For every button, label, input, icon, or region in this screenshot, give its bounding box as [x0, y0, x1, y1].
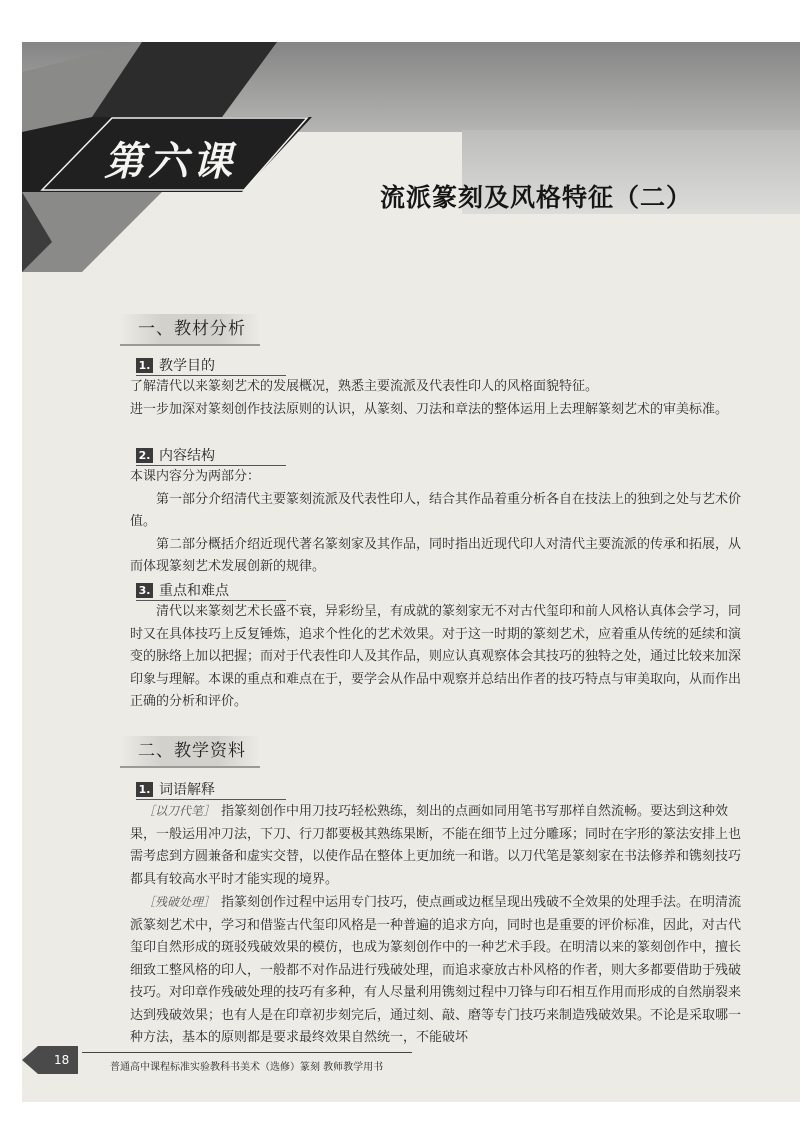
term-text: 指篆刻创作中用刀技巧轻松熟练，刻出的点画如同用笔书写那样自然流畅。要达到这种效果，一般运用冲刀法，下刀、行刀都要极其熟练果断，不能在细节上过分雕琢；同时在字形的篆法安排上也需考虑到方圆兼备和虚实交替，以使作品在整体上更加统一和谐。以刀代笔是篆刻家在书法修养和镌刻技巧都具有较高水平时才能实现的境界。 — [130, 804, 742, 887]
page-number-arrow — [22, 1044, 78, 1076]
term-paragraph — [130, 891, 748, 1050]
subsection-title: 词语解释 — [159, 782, 215, 798]
paragraph-line: 第一部分介绍清代主要篆刻流派及代表性印人，结合其作品着重分析各自在技法上的独到之处与艺术价值。 — [130, 491, 742, 529]
subsection-terms — [136, 779, 286, 800]
paragraph — [130, 466, 748, 579]
number-badge: 1. — [136, 358, 153, 373]
subsection-structure — [136, 445, 286, 466]
paragraph-line: 进一步加深对篆刻创作技法原则的认识，从篆刻、刀法和章法的整体运用上去理解篆刻艺术的审美标准。 — [130, 401, 729, 417]
paragraph-line: 清代以来篆刻艺术长盛不衰，异彩纷呈，有成就的篆刻家无不对古代玺印和前人风格认真体会学习，同时又在具体技巧上反复锤炼，追求个性化的艺术效果。对于这一时期的篆刻艺术，应着重从传统的延续和演变的脉络上加以把握；而对于代表性印人及其作品，则应认真观察体会其技巧的独特之处，通过比较来加深印象与理解。本课的重点和难点在于，要学会从作品中观察并总结出作者的技巧特点与审美取向，从而作出正确的分析和评价。 — [130, 604, 742, 709]
paragraph-line: 第二部分概括介绍近现代著名篆刻家及其作品，同时指出近现代印人对清代主要流派的传承和拓展，从而体现篆刻艺术发展创新的规律。 — [130, 536, 742, 574]
section-heading-materials: 二、教学资料 — [120, 736, 260, 768]
subsection-goal — [136, 355, 286, 376]
number-badge: 1. — [136, 782, 153, 797]
lesson-title: 第六课 — [104, 139, 236, 185]
paragraph — [130, 601, 748, 714]
number-badge: 2. — [136, 448, 153, 463]
subsection-title: 内容结构 — [159, 448, 215, 464]
footer-divider — [82, 1052, 412, 1053]
footer-book-title: 普通高中课程标准实验教科书美术（选修）篆刻 教师教学用书 — [110, 1062, 384, 1073]
subsection-title: 重点和难点 — [159, 583, 229, 599]
term-paragraph — [130, 800, 748, 891]
paragraph-line: 本课内容分为两部分： — [130, 469, 261, 484]
subsection-title: 教学目的 — [159, 358, 215, 374]
page — [22, 42, 800, 1102]
subsection-focus — [136, 580, 286, 601]
page-number: 18 — [54, 1053, 70, 1067]
term-tag: ［以刀代笔］ — [143, 804, 216, 818]
term-definition — [130, 800, 748, 1050]
term-text: 指篆刻创作过程中运用专门技巧，使点画或边框呈现出残破不全效果的处理手法。在明清流派篆刻艺术中，学习和借鉴古代玺印风格是一种普遍的追求方向，同时也是重要的评价标准，因此，对古代玺印自然形成的斑驳残破效果的模仿，也成为篆刻创作中的一种艺术手段。在明清以来的篆刻创作中，擅长细致工整风格的印人，一般都不对作品进行残破处理，而追求豪放古朴风格的作者，则大多都要借助于残破技巧。对印章作残破处理的技巧有多种，有人尽量利用镌刻过程中刀锋与印石相互作用而形成的自然崩裂来达到残破效果；也有人是在印章初步刻完后，通过刻、敲、磨等专门技巧来制造残破效果。不论是采取哪一种方法，基本的原则都是要求最终效果自然统一，不能破坏 — [130, 895, 742, 1045]
lesson-subtitle: 流派篆刻及风格特征（二） — [380, 183, 693, 212]
term-tag: ［残破处理］ — [143, 895, 216, 909]
number-badge: 3. — [136, 583, 153, 598]
paragraph — [130, 376, 748, 421]
paragraph-line: 了解清代以来篆刻艺术的发展概况，熟悉主要流派及代表性印人的风格面貌特征。 — [130, 379, 599, 394]
section-heading-analysis: 一、教材分析 — [120, 314, 260, 346]
